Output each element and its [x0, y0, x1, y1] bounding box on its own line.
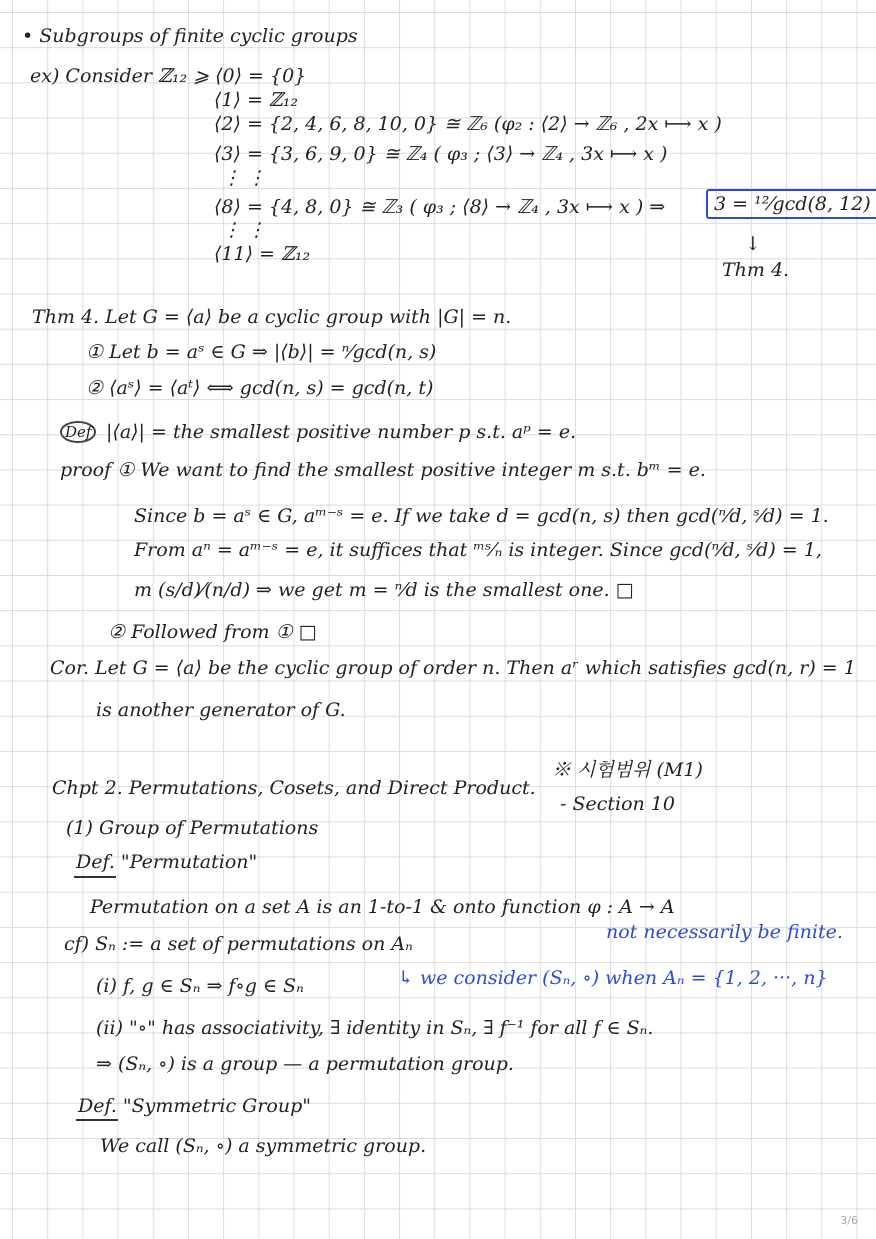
definition-line: We call (Sₙ, ∘) a symmetric group. [100, 1135, 427, 1157]
chapter-heading: Chpt 2. Permutations, Cosets, and Direct Product. [52, 777, 536, 799]
example-line: ⟨2⟩ = {2, 4, 6, 8, 10, 0} ≅ ℤ₆ (φ₂ : ⟨2⟩ → ℤ₆ , 2x ⟼ x ) [214, 113, 722, 135]
side-note: - Section 10 [560, 793, 675, 815]
example-line: ⟨1⟩ = ℤ₁₂ [214, 89, 299, 111]
vertical-dots: ⋮ ⋮ [222, 167, 267, 189]
side-note: ※ 시험범위 (M1) [552, 759, 703, 781]
definition-line: Permutation on a set A is an 1-to-1 & onto function φ : A → A [90, 896, 675, 918]
down-arrow: ↓ [745, 233, 761, 255]
proof-line: ② Followed from ① □ [108, 621, 317, 643]
blue-annotation: ↳ we consider (Sₙ, ∘) when Aₙ = {1, 2, ···, n} [398, 967, 828, 989]
definition-line: |⟨a⟩| = the smallest positive number p s.t. aᵖ = e. [106, 421, 577, 443]
corollary-line: Cor. Let G = ⟨a⟩ be the cyclic group of order n. Then aʳ which satisfies gcd(n, r) = 1 [50, 657, 856, 679]
proof-line: proof ① We want to find the smallest positive integer m s.t. bᵐ = e. [60, 459, 706, 481]
example-line: ⟨8⟩ = {4, 8, 0} ≅ ℤ₃ ( φ₃ ; ⟨8⟩ → ℤ₄ , 3x ⟼ x ) ⇒ [214, 196, 666, 218]
underline [74, 876, 116, 878]
definition-heading: Def. "Permutation" [76, 851, 258, 873]
section-heading: (1) Group of Permutations [66, 817, 319, 839]
page-number: 3/6 [840, 1214, 858, 1227]
proof-line: From aⁿ = aᵐ⁻ˢ = e, it suffices that ᵐˢ⁄ₙ is integer. Since gcd(ⁿ⁄d, ˢ⁄d) = 1, [134, 539, 822, 561]
definition-line: ⇒ (Sₙ, ∘) is a group — a permutation group. [96, 1053, 514, 1075]
definition-heading: Def. "Symmetric Group" [78, 1095, 311, 1117]
proof-line: m (s/d)⁄(n/d) ⇒ we get m = ⁿ⁄d is the smallest one. □ [134, 579, 634, 601]
definition-line: cf) Sₙ := a set of permutations on Aₙ [64, 933, 413, 955]
theorem-item: ① Let b = aˢ ∈ G ⇒ |⟨b⟩| = ⁿ⁄gcd(n, s) [86, 341, 437, 363]
heading-subgroups: • Subgroups of finite cyclic groups [22, 25, 358, 47]
example-line: ex) Consider ℤ₁₂ ⩾ ⟨0⟩ = {0} [30, 65, 307, 87]
theorem-ref: Thm 4. [722, 259, 790, 281]
example-line: ⟨11⟩ = ℤ₁₂ [214, 243, 311, 265]
blue-annotation: not necessarily be finite. [606, 921, 843, 943]
corollary-line: is another generator of G. [96, 699, 346, 721]
definition-line: (ii) "∘" has associativity, ∃ identity in Sₙ, ∃ f⁻¹ for all f ∈ Sₙ. [96, 1017, 654, 1039]
theorem-item: ② ⟨aˢ⟩ = ⟨aᵗ⟩ ⟺ gcd(n, s) = gcd(n, t) [86, 377, 434, 399]
example-line: ⟨3⟩ = {3, 6, 9, 0} ≅ ℤ₄ ( φ₃ ; ⟨3⟩ → ℤ₄ , 3x ⟼ x ) [214, 143, 668, 165]
boxed-result: 3 = ¹²⁄gcd(8, 12) [706, 189, 876, 219]
vertical-dots: ⋮ ⋮ [222, 219, 267, 241]
underline [76, 1119, 118, 1121]
definition-line: (i) f, g ∈ Sₙ ⇒ f∘g ∈ Sₙ [96, 975, 304, 997]
def-circle-tag: Def [60, 421, 96, 443]
proof-line: Since b = aˢ ∈ G, aᵐ⁻ˢ = e. If we take d = gcd(n, s) then gcd(ⁿ⁄d, ˢ⁄d) = 1. [134, 505, 829, 527]
theorem-statement: Thm 4. Let G = ⟨a⟩ be a cyclic group with |G| = n. [32, 306, 512, 328]
